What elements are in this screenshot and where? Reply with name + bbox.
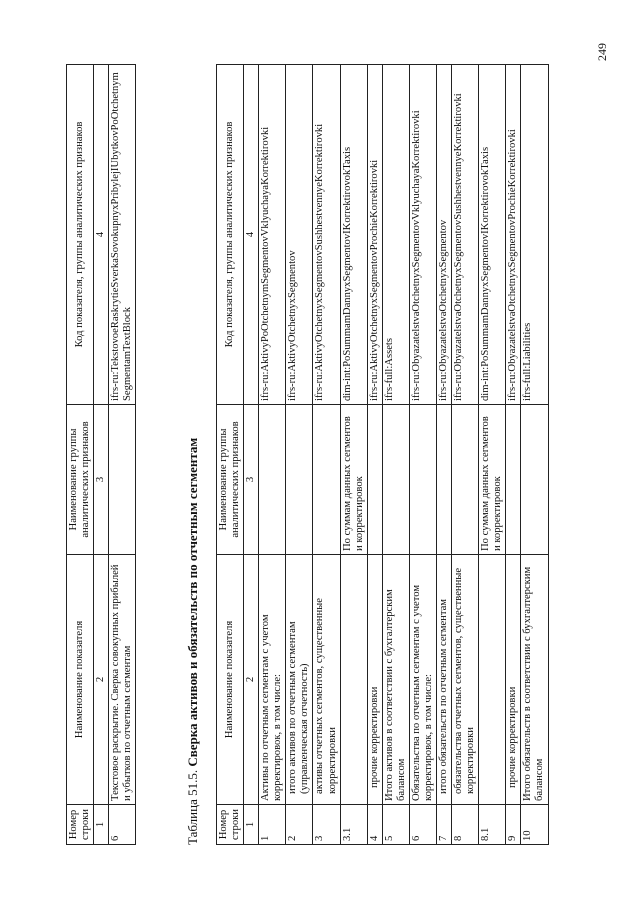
group-name <box>367 405 382 555</box>
group-name: По суммам данных сегментов и корректировок <box>479 405 506 555</box>
group-name <box>452 405 479 555</box>
indicator-code: ifrs-full:Liabilities <box>521 65 548 405</box>
table-row <box>437 65 452 845</box>
table-row <box>521 65 548 845</box>
column-number: 1 <box>94 805 109 845</box>
row-number: 9 <box>506 805 521 845</box>
indicator-code: ifrs-ru:ObyazatelstvaOtchetnyxSegmentovSushhestvennyeKorrektirovki <box>452 65 479 405</box>
table-row <box>506 65 521 845</box>
header-row-number: Номер строки <box>67 805 94 845</box>
indicator-name: Итого активов в соответствии с бухгалтерским балансом <box>382 555 409 805</box>
column-number: 3 <box>244 405 259 555</box>
row-number: 8 <box>452 805 479 845</box>
indicator-code: ifrs-ru:ObyazatelstvaOtchetnyxSegmentovVklyuchayaKorrektirovki <box>409 65 436 405</box>
table-row <box>479 65 506 845</box>
indicator-name: активы отчетных сегментов, существенные корректировки <box>313 555 340 805</box>
indicator-name: прочие корректировки <box>367 555 382 805</box>
row-number: 6 <box>409 805 436 845</box>
row-number: 4 <box>367 805 382 845</box>
indicator-name: прочие корректировки <box>506 555 521 805</box>
header-indicator-name: Наименование показателя <box>217 555 244 805</box>
indicator-code: ifrs-ru:ObyazatelstvaOtchetnyxSegmentov <box>437 65 452 405</box>
group-name <box>521 405 548 555</box>
table-row <box>382 65 409 845</box>
table-row <box>340 65 367 845</box>
column-number: 4 <box>94 65 109 405</box>
indicator-name: итого активов по отчетным сегментам (управленческая отчетность) <box>286 555 313 805</box>
indicator-code: ifrs-ru:ObyazatelstvaOtchetnyxSegmentovProchieKorrektirovki <box>506 65 521 405</box>
indicator-code: ifrs-ru:AktivyPoOtchetnymSegmentovVklyuchayaKorrektirovki <box>259 65 286 405</box>
row-number: 3 <box>313 805 340 845</box>
group-name <box>409 405 436 555</box>
table-row <box>409 65 436 845</box>
indicator-code: dim-int:PoSummamDannyxSegmentovIKorrektirovokTaxis <box>479 65 506 405</box>
column-number: 4 <box>244 65 259 405</box>
group-name <box>506 405 521 555</box>
group-name <box>286 405 313 555</box>
row-number: 3.1 <box>340 805 367 845</box>
header-code: Код показателя, группы аналитических признаков <box>217 65 244 405</box>
row-number: 6 <box>109 805 136 845</box>
caption-prefix: Таблица 51.5. <box>185 769 200 845</box>
row-number: 8.1 <box>479 805 506 845</box>
indicator-code: ifrs-full:Assets <box>382 65 409 405</box>
group-name <box>109 405 136 555</box>
indicator-code: dim-int:PoSummamDannyxSegmentovIKorrektirovokTaxis <box>340 65 367 405</box>
row-number: 2 <box>286 805 313 845</box>
indicator-code: ifrs-ru:AktivyOtchetnyxSegmentov <box>286 65 313 405</box>
indicator-name: Итого обязательств в соответствии с бухгалтерским балансом <box>521 555 548 805</box>
row-number: 5 <box>382 805 409 845</box>
table-row <box>313 65 340 845</box>
group-name: По суммам данных сегментов и корректировок <box>340 405 367 555</box>
header-row-number: Номер строки <box>217 805 244 845</box>
table-text-disclosure <box>66 64 136 845</box>
row-number: 1 <box>259 805 286 845</box>
indicator-name: итого обязательств по отчетным сегментам <box>437 555 452 805</box>
table-column-number-row <box>94 65 109 845</box>
table-row <box>109 65 136 845</box>
indicator-name: Обязательства по отчетным сегментам с учетом корректировок, в том числе: <box>409 555 436 805</box>
indicator-code: ifrs-ru:AktivyOtchetnyxSegmentovSushhestvennyeKorrektirovki <box>313 65 340 405</box>
header-group-name: Наименование группы аналитических признаков <box>67 405 94 555</box>
header-indicator-name: Наименование показателя <box>67 555 94 805</box>
header-group-name: Наименование группы аналитических признаков <box>217 405 244 555</box>
table-caption <box>186 438 201 845</box>
group-name <box>313 405 340 555</box>
table-row <box>286 65 313 845</box>
row-number: 10 <box>521 805 548 845</box>
group-name <box>259 405 286 555</box>
row-number: 7 <box>437 805 452 845</box>
indicator-code: ifrs-ru:TekstovoeRaskrytieSverkaSovokupnyxPribylejIUbytkovPoOtchetnymSegmentamTextBlock <box>109 65 136 405</box>
table-column-number-row <box>244 65 259 845</box>
table-header-row <box>217 65 244 845</box>
table-segment-reconciliation <box>216 64 549 845</box>
table-row <box>452 65 479 845</box>
column-number: 3 <box>94 405 109 555</box>
group-name <box>382 405 409 555</box>
column-number: 2 <box>94 555 109 805</box>
indicator-name: Активы по отчетным сегментам с учетом корректировок, в том числе: <box>259 555 286 805</box>
header-code: Код показателя, группы аналитических признаков <box>67 65 94 405</box>
group-name <box>437 405 452 555</box>
caption-title: Сверка активов и обязательств по отчетным сегментам <box>185 437 200 767</box>
table-header-row <box>67 65 94 845</box>
indicator-code: ifrs-ru:AktivyOtchetnyxSegmentovProchieKorrektirovki <box>367 65 382 405</box>
indicator-name: обязательства отчетных сегментов, существенные корректировки <box>452 555 479 805</box>
indicator-name <box>479 555 506 805</box>
indicator-name <box>340 555 367 805</box>
indicator-name: Текстовое раскрытие. Сверка совокупных прибылей и убытков по отчетным сегментам <box>109 555 136 805</box>
table-row <box>259 65 286 845</box>
column-number: 2 <box>244 555 259 805</box>
table-row <box>367 65 382 845</box>
page-number: 249 <box>595 43 609 61</box>
column-number: 1 <box>244 805 259 845</box>
